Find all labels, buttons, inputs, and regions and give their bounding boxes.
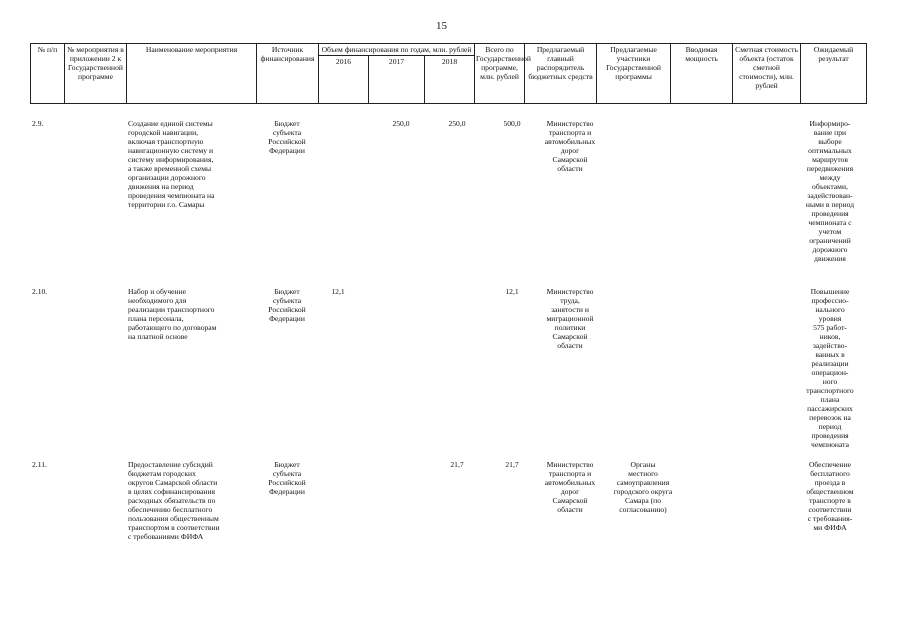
row-distributor [534, 119, 606, 173]
cell-line: ными в период [805, 200, 855, 209]
cell-line: проведения чемпионата на [128, 191, 215, 200]
row-name [128, 287, 256, 341]
header-year-2016: 2016 [319, 56, 369, 104]
cell-line: ников, [819, 332, 841, 341]
cell-line: Бюджет [274, 119, 300, 128]
cell-line: Самарской [552, 332, 588, 341]
cell-line: оптимальных [808, 146, 852, 155]
row-value-2018: 250,0 [448, 119, 466, 128]
cell-line: чемпионата с [808, 218, 852, 227]
cell-line: уровня [818, 314, 842, 323]
cell-line: Министерство [546, 287, 594, 296]
cell-line: операцион- [811, 368, 849, 377]
cell-line: бесплатного [810, 469, 850, 478]
cell-line: нального [815, 305, 845, 314]
cell-line: на платной основе [128, 332, 188, 341]
cell-line: местного [628, 469, 658, 478]
cell-line: самоуправления [616, 478, 670, 487]
header-funding: Объем финансирования по годам, млн. рублей [319, 44, 475, 56]
header-result: Ожидаемый результат [801, 44, 867, 104]
row-participants [606, 460, 680, 514]
cell-line: политики [554, 323, 586, 332]
header-year-2017: 2017 [369, 56, 425, 104]
cell-line: 575 работ- [813, 323, 847, 332]
cell-line: Создание единой системы [128, 119, 213, 128]
cell-line: профессио- [811, 296, 849, 305]
cell-line: области [557, 341, 583, 350]
row-result [800, 119, 860, 263]
cell-line: субъекта [272, 128, 302, 137]
cell-line: с требования- [807, 514, 853, 523]
table-header [30, 43, 867, 104]
cell-line: проезда в [814, 478, 846, 487]
cell-line: движения [814, 254, 846, 263]
cell-line: автомобильных [544, 137, 596, 146]
cell-line: Предоставление субсидий [128, 460, 213, 469]
cell-line: с требованиями ФИФА [128, 532, 204, 541]
header-capacity: Вводимая мощность [671, 44, 733, 104]
cell-line: Федерации [269, 487, 305, 496]
cell-line: выборе [818, 137, 842, 146]
cell-line: проведения [811, 209, 849, 218]
cell-line: Самарской [552, 155, 588, 164]
cell-line: области [557, 164, 583, 173]
cell-line: период [818, 422, 842, 431]
cell-line: Министерство [546, 460, 594, 469]
cell-line: необходимого для [128, 296, 187, 305]
cell-line: проведения [811, 431, 849, 440]
cell-line: субъекта [272, 296, 302, 305]
cell-line: округов Самарской области [128, 478, 218, 487]
row-name [128, 119, 256, 209]
cell-line: транспортом в соответствии [128, 523, 220, 532]
cell-line: городского округа [613, 487, 673, 496]
cell-line: Обеспечение [808, 460, 852, 469]
cell-line: области [557, 505, 583, 514]
cell-line: а также временной схемы [128, 164, 212, 173]
cell-line: бюджетам городских [128, 469, 196, 478]
cell-line: плана персонала, [128, 314, 184, 323]
cell-line: в целях софинансирования [128, 487, 216, 496]
row-source [256, 119, 318, 155]
cell-line: автомобильных [544, 478, 596, 487]
cell-line: Бюджет [274, 460, 300, 469]
cell-line: транспорта и [548, 469, 592, 478]
row-result [800, 460, 860, 532]
header-participants: Предлагаемые участники Государственной программы [597, 44, 671, 104]
cell-line: территории г.о. Самары [128, 200, 205, 209]
cell-line: Органы [630, 460, 656, 469]
cell-line: включая транспортную [128, 137, 204, 146]
cell-line: Информиро- [809, 119, 851, 128]
cell-line: плана [820, 395, 840, 404]
cell-line: вание при [813, 128, 847, 137]
row-result [800, 287, 860, 449]
cell-line: соответствии [808, 505, 852, 514]
cell-line: навигационную систему и [128, 146, 214, 155]
row-value-2016: 12,1 [331, 287, 345, 296]
cell-line: Набор и обучение [128, 287, 187, 296]
row-source [256, 460, 318, 496]
cell-line: дорог [560, 146, 580, 155]
row-value-2017: 250,0 [392, 119, 410, 128]
cell-line: реализации [811, 359, 849, 368]
header-measure-num: № мероприятия в приложении 2 к Государственной программе [65, 44, 127, 104]
cell-line: Российской [268, 137, 306, 146]
cell-line: Федерации [269, 146, 305, 155]
row-num: 2.9. [32, 119, 44, 128]
cell-line: Самара (по [624, 496, 661, 505]
row-source [256, 287, 318, 323]
row-num: 2.11. [32, 460, 47, 469]
header-source: Источник финансирования [257, 44, 319, 104]
cell-line: транспорта и [548, 128, 592, 137]
header-cost: Сметная стоимость объекта (остаток сметной стоимости), млн. рублей [733, 44, 801, 104]
row-total: 21,7 [505, 460, 519, 469]
cell-line: Бюджет [274, 287, 300, 296]
cell-line: учетом [818, 227, 842, 236]
page-number: 15 [436, 20, 447, 32]
cell-line: ванных в [815, 350, 845, 359]
row-total: 500,0 [503, 119, 521, 128]
row-total: 12,1 [505, 287, 519, 296]
row-num: 2.10. [32, 287, 48, 296]
row-distributor [534, 287, 606, 350]
header-total: Всего по Государственной программе, млн. рублей [475, 44, 525, 104]
cell-line: расходных обязательств по [128, 496, 216, 505]
cell-line: движения на период [128, 182, 194, 191]
cell-line: общественном [806, 487, 854, 496]
cell-line: субъекта [272, 469, 302, 478]
cell-line: работающего по договорам [128, 323, 217, 332]
cell-line: организации дорожного [128, 173, 206, 182]
cell-line: передвижения [806, 164, 854, 173]
cell-line: маршрутов [812, 155, 848, 164]
cell-line: объектами, [812, 182, 848, 191]
cell-line: пассажирских [807, 404, 853, 413]
cell-line: ного [822, 377, 838, 386]
row-distributor [534, 460, 606, 514]
cell-line: дорог [560, 487, 580, 496]
cell-line: ограничений [809, 236, 851, 245]
header-num: № п/п [31, 44, 65, 104]
cell-line: систему информирования, [128, 155, 214, 164]
cell-line: Федерации [269, 314, 305, 323]
cell-line: чемпионата [811, 440, 849, 449]
cell-line: занятости и [551, 305, 589, 314]
cell-line: ми ФИФА [813, 523, 847, 532]
cell-line: миграционной [546, 314, 594, 323]
cell-line: Министерство [546, 119, 594, 128]
cell-line: труда, [560, 296, 580, 305]
cell-line: согласованию) [619, 505, 667, 514]
cell-line: пользования общественным [128, 514, 219, 523]
cell-line: транспортного [806, 386, 854, 395]
cell-line: реализации транспортного [128, 305, 215, 314]
header-name: Наименование мероприятия [127, 44, 257, 104]
cell-line: задейство- [812, 341, 848, 350]
cell-line: транспорте в [809, 496, 851, 505]
cell-line: задействован- [807, 191, 853, 200]
cell-line: между [819, 173, 841, 182]
cell-line: Российской [268, 305, 306, 314]
cell-line: дорожного [812, 245, 848, 254]
header-distributor: Предлагаемый главный распорядитель бюджетных средств [525, 44, 597, 104]
row-value-2018: 21,7 [450, 460, 464, 469]
header-year-2018: 2018 [425, 56, 475, 104]
cell-line: обеспечению бесплатного [128, 505, 213, 514]
row-name [128, 460, 256, 541]
cell-line: перевозок на [809, 413, 851, 422]
cell-line: Российской [268, 478, 306, 487]
cell-line: Повышение [810, 287, 850, 296]
cell-line: городской навигации, [128, 128, 199, 137]
cell-line: Самарской [552, 496, 588, 505]
